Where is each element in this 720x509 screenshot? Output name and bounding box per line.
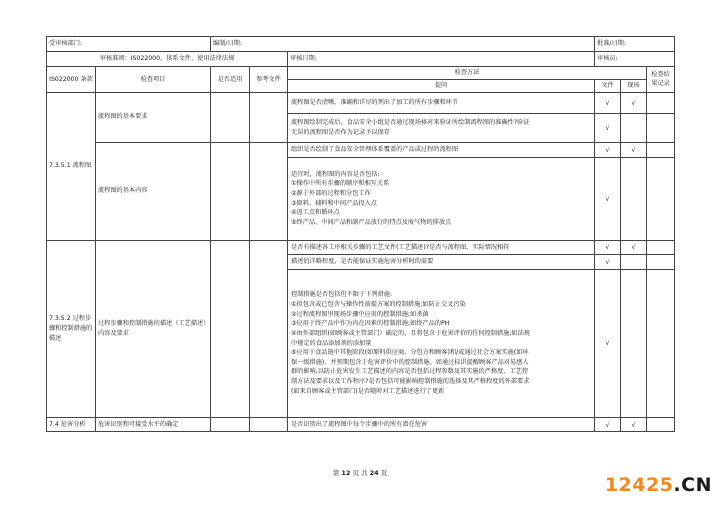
site-check	[621, 157, 647, 240]
question-cell: 是否识别出了流程图中每个步骤中的所有潜在危害	[288, 417, 595, 432]
applicable-cell	[211, 92, 250, 142]
col-result-header: 检查结果记录	[647, 67, 675, 93]
check-item-cell: 过程步骤和控制措施的描述（工艺描述）内容及要求	[96, 240, 211, 417]
col-applicable-header: 是否适用	[211, 67, 250, 93]
audit-checklist-table	[46, 36, 675, 432]
header-row-1	[47, 37, 675, 52]
footer-total-pages: 24	[369, 469, 379, 477]
header-row-2	[47, 52, 675, 67]
site-check	[621, 269, 647, 417]
reference-cell	[250, 417, 288, 432]
question-cell: 流程图是否清晰、准确和详尽的列出了加工的所有步骤和环节	[288, 92, 595, 113]
check-item-cell: 流程图的基本内容	[96, 142, 211, 240]
check-item-cell: 流程图的基本要求	[96, 92, 211, 142]
column-header-row-1	[47, 67, 675, 80]
document-check: √	[595, 92, 621, 113]
table-row	[47, 92, 675, 113]
col-site-header: 现场	[621, 80, 647, 93]
auditor-field: 审核员:	[595, 52, 675, 67]
question-cell: 适宜时，流程图的内容是否包括: ①操作中所有步骤的顺序和相互关系 ②源于外部的过程和分包工作 ③原料、辅料和中间产品投入点 ④返工点和循环点 ⑤终产品、中间产品和副产品放行的特点及废气物的排放点	[288, 157, 595, 240]
table-row	[47, 240, 675, 255]
site-check: √	[621, 417, 647, 432]
watermark-logo	[605, 474, 712, 496]
document-check: √	[595, 113, 621, 142]
site-check: √	[621, 240, 647, 255]
col-reference-header: 参考文件	[250, 67, 288, 93]
question-cell: 控制措施是否包括但不限于下列措施: ①拟包含或已包含与操作性前提方案的控制措施;如防止交叉污染 ②过程流程图里现场步骤中应用的控制措施;如杀菌 ③应用于终产品中作为内在因素的控制措施;如终产品的PH ④由外部组织(如顾客或主管部门）确定的、且将包含于危害评价的任何控制措施;如法规 中规定的食品添加剂的添加量 ⑤应用于食品链中其他阶段(如原料供应商、分包方和顾客)和/或通过社会方案实施(如环 保一级措施)、并预期包含于危害评价中的控制措施。如通过标识提醒顾客产品对易感人 群的影响,以防止危害发生工艺描述的内容是否包括过程参数及其实施的严格度、工艺控 制方法及要求以及工作程序?是否包括可能影响控制措施的选择及其严格程度的外部要求 (如来自顾客或主管部门)是否随时对工艺描述进行了更新	[288, 269, 595, 417]
table-row	[47, 142, 675, 157]
audit-basis-field: 审核准则：IS022000、体系文件、使用法律法规	[47, 52, 288, 67]
clause-cell: 7.4 危害分析	[47, 417, 96, 432]
site-check	[621, 255, 647, 270]
watermark-domain: .CN	[673, 474, 712, 496]
footer-page-number: 12	[341, 469, 351, 477]
reference-cell	[250, 92, 288, 142]
site-check	[621, 113, 647, 142]
prepared-by-field: 编制/日期:	[211, 37, 595, 52]
footer-mid: 页 共	[352, 469, 368, 477]
audit-checklist-page	[46, 36, 674, 432]
document-check: √	[595, 255, 621, 270]
result-cell	[647, 157, 675, 240]
result-cell	[647, 269, 675, 417]
clause-cell: 7.3.5.1 流程图	[47, 92, 96, 240]
col-document-header: 文件	[595, 80, 621, 93]
question-cell: 是否有描述各工序相关步骤的工艺文件(工艺描述)?是否与流程图、实际情况相符	[288, 240, 595, 255]
result-cell	[647, 92, 675, 113]
site-check: √	[621, 142, 647, 157]
result-cell	[647, 142, 675, 157]
result-cell	[647, 255, 675, 270]
result-cell	[647, 417, 675, 432]
clause-cell: 7.3.5.2 过程步骤和控制措施的描述	[47, 240, 96, 417]
applicable-cell	[211, 417, 250, 432]
col-clause-header: IS022000 条款	[47, 67, 96, 93]
applicable-cell	[211, 142, 250, 240]
result-cell	[647, 113, 675, 142]
table-row	[47, 417, 675, 432]
auditee-dept-field: 受审核部门:	[47, 37, 211, 52]
check-item-cell: 危害识别和可接受水平的确定	[96, 417, 211, 432]
document-check: √	[595, 142, 621, 157]
question-cell: 描述的详略程度，是否能保证实施危害分析时的需要	[288, 255, 595, 270]
result-cell	[647, 240, 675, 255]
col-check-method-header: 检查方法	[288, 67, 647, 80]
document-check: √	[595, 157, 621, 240]
audit-date-field: 审核日期:	[288, 52, 595, 67]
approved-by-field: 批准/日期:	[595, 37, 675, 52]
applicable-cell	[211, 240, 250, 417]
col-questioning-header: 提问	[288, 80, 595, 93]
question-cell: 流程图绘制完成后，食品安全小组是否通过现场核对来验证所绘制流程图的准确性?验证 无误的流程图是否作为记录予以保存	[288, 113, 595, 142]
reference-cell	[250, 142, 288, 240]
document-check: √	[595, 417, 621, 432]
site-check: √	[621, 92, 647, 113]
footer-pre: 第	[332, 469, 340, 477]
question-cell: 组织是否绘制了食品安全管理体系覆盖的产品或过程的流程图	[288, 142, 595, 157]
reference-cell	[250, 240, 288, 417]
footer-post: 页	[380, 469, 388, 477]
col-check-item-header: 检查项目	[96, 67, 211, 93]
document-check: √	[595, 269, 621, 417]
watermark-number: 12425	[604, 474, 674, 496]
document-check: √	[595, 240, 621, 255]
